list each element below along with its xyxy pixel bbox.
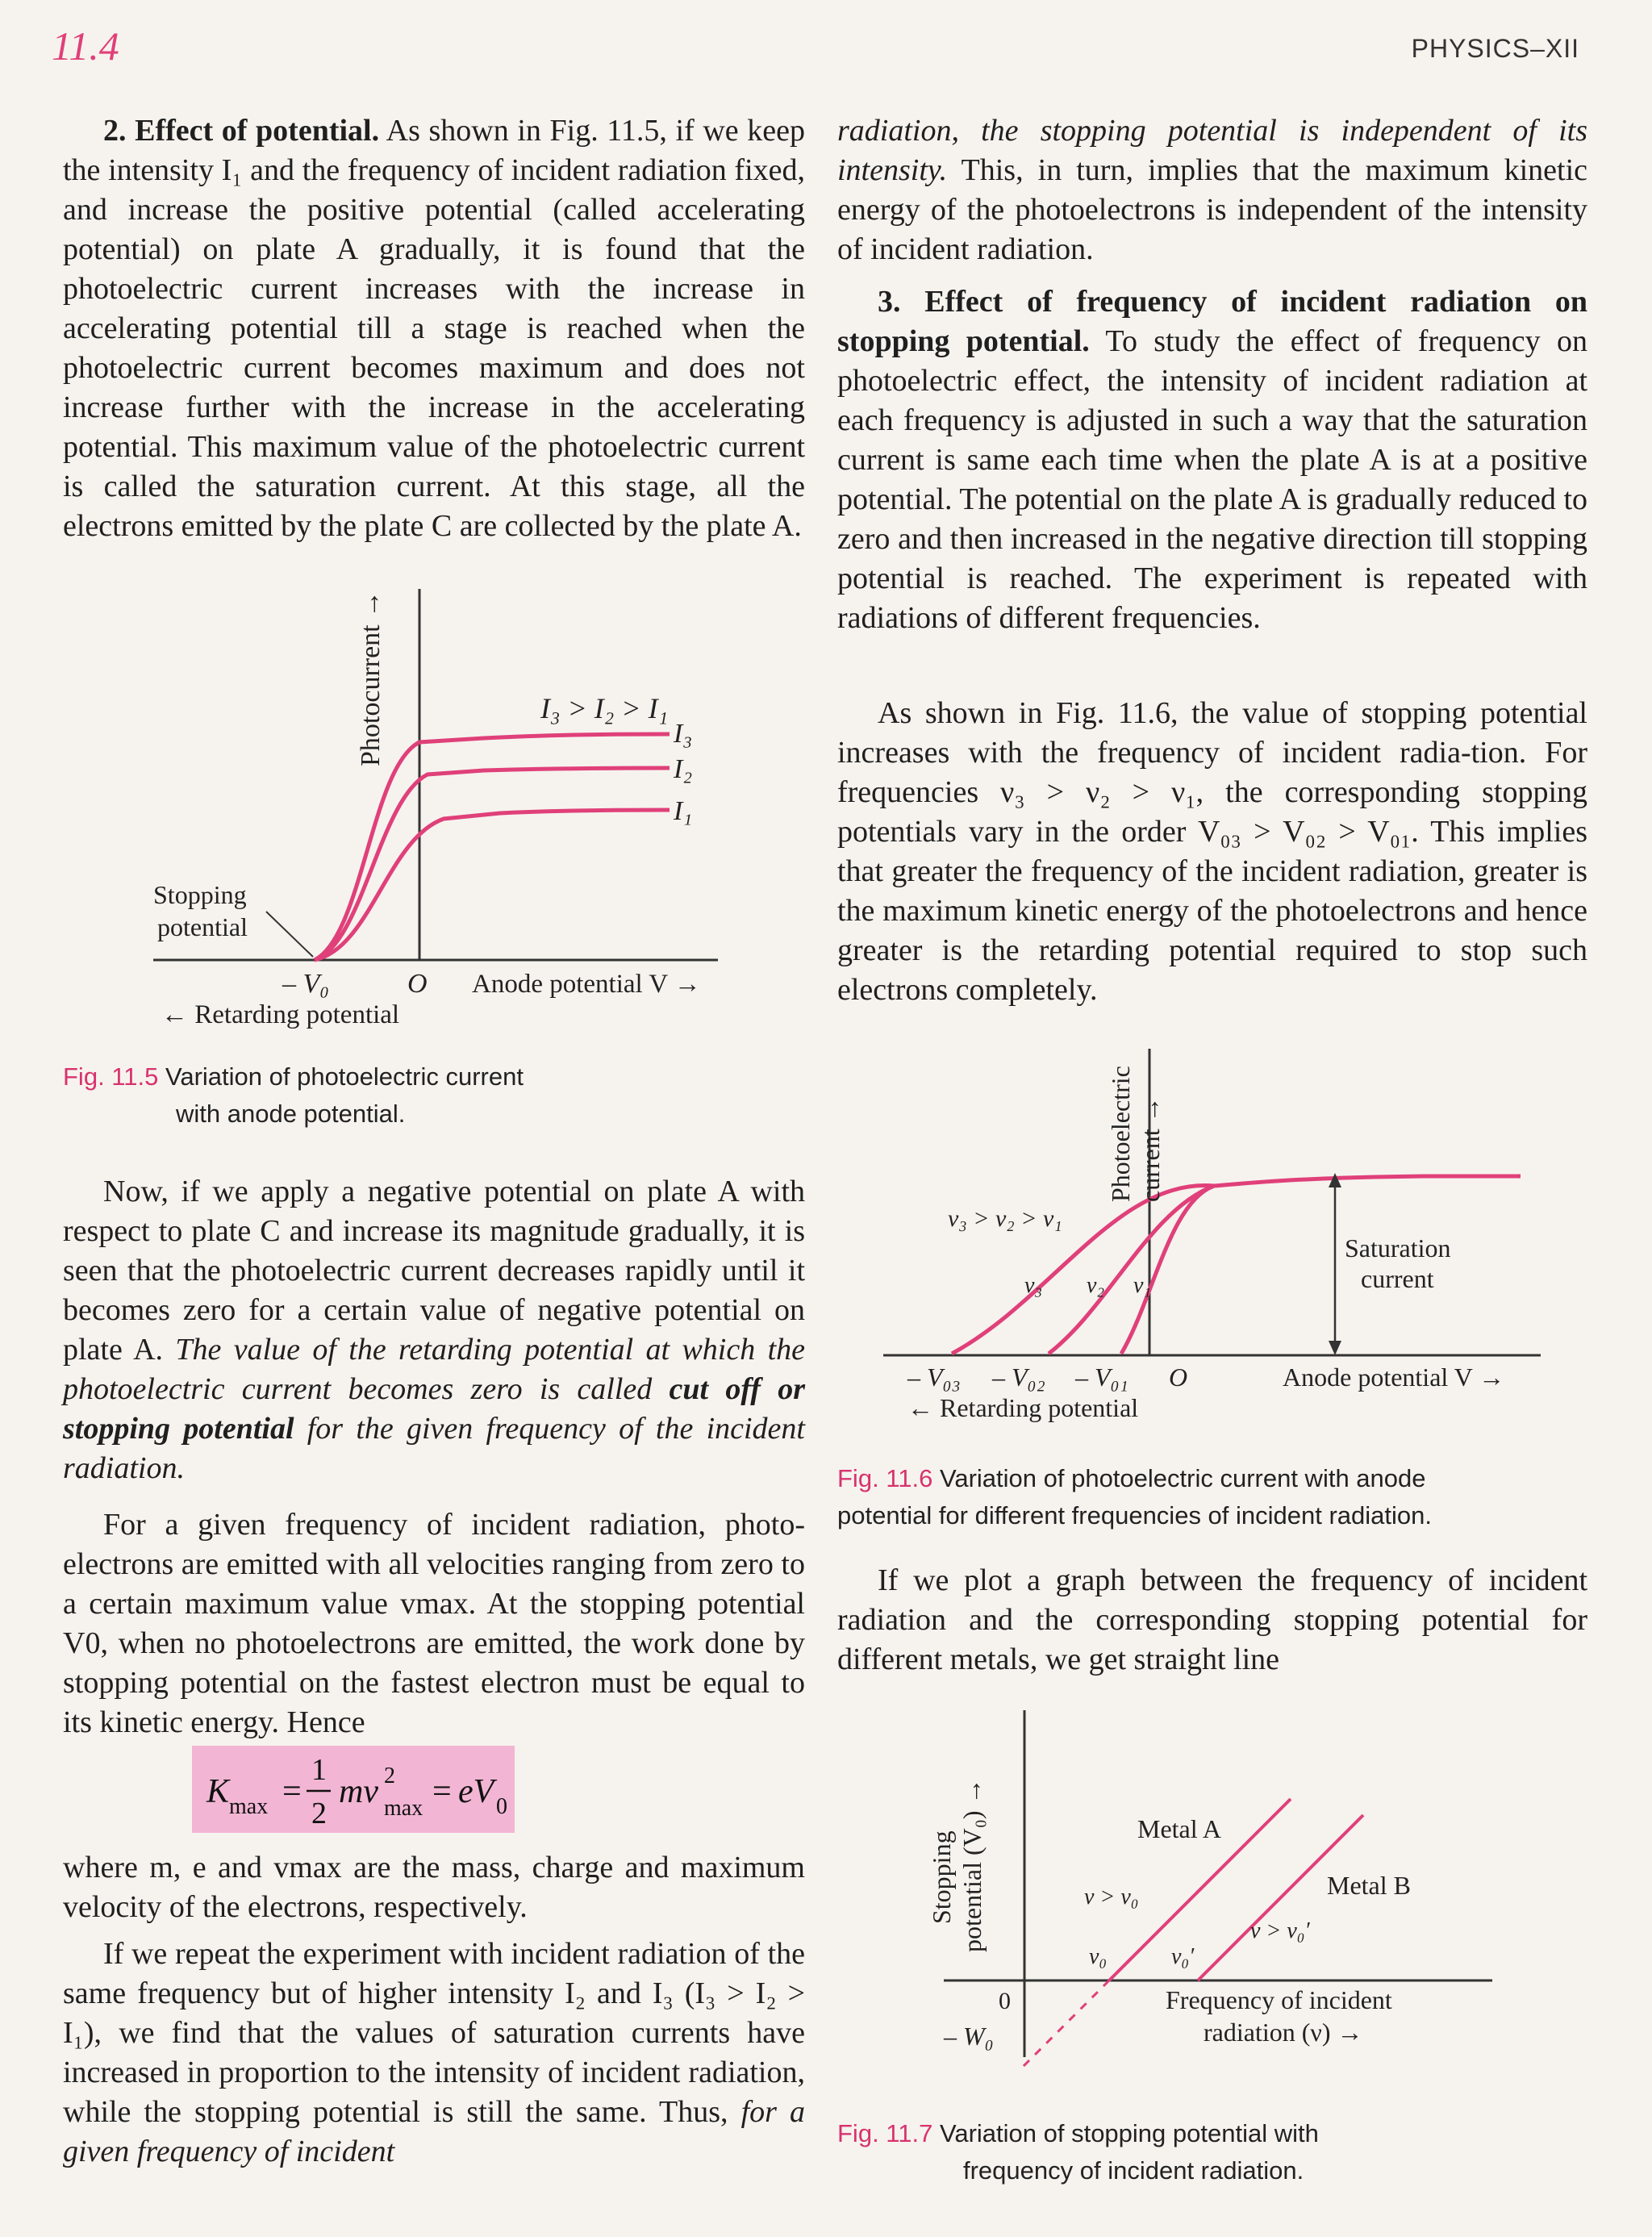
right-paragraph-2 <box>837 282 1587 638</box>
stopping-potential-term: cut off or stopping potential <box>63 1372 806 1446</box>
fig116-label-nu3: ν₃ <box>1024 1273 1043 1298</box>
formula-ev: eV <box>458 1773 494 1810</box>
fig116-retarding: ← Retarding potential <box>907 1393 1139 1422</box>
caption-number: Fig. 11.6 <box>837 1464 933 1492</box>
fig116-current: current <box>1361 1264 1434 1293</box>
right-paragraph-4: If we plot a graph between the frequency of incident radiation and the corresponding stopping potential for different metals, we get straight line <box>837 1563 1587 1676</box>
fig117-nu-gt-nu0: ν > ν₀ <box>1084 1884 1139 1909</box>
fig116-origin: O <box>1169 1363 1188 1392</box>
fig116-ylabel-1: Photoelectric <box>1106 1066 1135 1202</box>
fig117-w0: – W₀ <box>944 2022 994 2051</box>
fig117-metal-b: Metal B <box>1327 1871 1411 1900</box>
paragraph-text: Now, if we apply a negative potential on plate A with respect to plate C and increase its magnitude gradually, it is seen that the photoelectric current decreases rapidly until it becomes zero for a certain value of negative potential on plate A. <box>63 1175 805 1367</box>
caption-fig-11-5 <box>63 1058 789 1133</box>
paragraph-text: To study the effect of frequency on photoelectric effect, the intensity of incident radiation at each frequency is adjusted in such a way that the saturation current is same each time when the plate A is at a positive potential. The potential on the plate A is gradually reduced to zero and then increased in the negative direction till stopping potential is reached. The experiment is repeated with radiations of different frequencies. <box>837 324 1587 635</box>
caption-number: Fig. 11.7 <box>837 2119 933 2147</box>
fig116-order: ν₃ > ν₂ > ν₁ <box>948 1205 1062 1232</box>
fig116-tick-v02: – V₀₂ <box>992 1363 1045 1392</box>
caption-text-1: Variation of photoelectric current <box>165 1062 524 1091</box>
paragraph-text: As shown in Fig. 11.5, if we keep the intensity I₁ and the frequency of incident radiation fixed, and increase the positive potential (called accelerating potential) on plate A gradually, it is found that the photoelectric current increases with the increase in accelerating potential till a stage is reached when the photoelectric current becomes maximum and does not increase further with the increase in the accelerating potential. This maximum value of the photoelectric current is called the saturation current. At this stage, all the electrons emitted by the plate C are collected by the plate A. <box>63 114 805 543</box>
formula-ev-sub: 0 <box>496 1794 507 1819</box>
fig117-zero: 0 <box>999 1988 1011 2014</box>
paragraph-emphasis: The value of the retarding potential at which the photoelectric current becomes zero is called <box>63 1333 805 1406</box>
figure-11-7 <box>895 1702 1557 2106</box>
paragraph-emphasis: radiation, the stopping potential is independent of its intensity. <box>837 114 1587 187</box>
paragraph-emphasis-end: for the given frequency of the incident radiation. <box>63 1412 805 1485</box>
fig117-nu0p: ν₀′ <box>1171 1944 1195 1969</box>
fig115-label-i1: I₁ <box>674 796 693 826</box>
caption-number: Fig. 11.5 <box>63 1062 159 1091</box>
page-number: 11.4 <box>52 23 119 69</box>
fig116-label-nu2: ν₂ <box>1087 1273 1105 1298</box>
caption-text-1: Variation of photoelectric current with anode <box>939 1464 1426 1492</box>
fig116-ylabel-2: current → <box>1136 1096 1165 1202</box>
fig115-xlabel: Anode potential V → <box>472 970 701 999</box>
fig116-xlabel: Anode potential V → <box>1283 1363 1505 1392</box>
left-paragraph-2 <box>63 1172 805 1488</box>
caption-text-2: with anode potential. <box>176 1100 406 1128</box>
formula-sup: 2 <box>384 1763 395 1788</box>
fig117-ylabel-2: potential (V₀) → <box>957 1778 987 1952</box>
left-paragraph-4: where m, e and vmax are the mass, charge and maximum velocity of the electrons, respectively. <box>63 1851 805 1924</box>
paragraph-text: This, in turn, implies that the maximum kinetic energy of the photoelectrons is independent of the intensity of incident radiation. <box>837 153 1587 266</box>
formula-eq2: = <box>432 1773 452 1810</box>
fig115-label-i2: I₂ <box>674 754 693 784</box>
paragraph-text: If we repeat the experiment with incident radiation of the same frequency but of higher intensity I₂ and I₃ (I₃ > I₂ > I₁), we find that the values of saturation currents have increased in proportion to the intensity of incident radiation, while the stopping potential is still the same. Thus, <box>63 1937 805 2129</box>
fig115-label-i3: I₃ <box>674 719 693 749</box>
fig115-ylabel: Photocurrent → <box>356 590 386 766</box>
fig115-potential-label: potential <box>157 912 248 941</box>
formula-sub: max <box>384 1796 423 1821</box>
section-heading-potential: 2. Effect of potential. <box>103 114 380 148</box>
fig115-origin: O <box>407 969 428 999</box>
caption-fig-11-7 <box>837 2115 1587 2189</box>
fig117-metal-a: Metal A <box>1137 1814 1221 1843</box>
caption-text-2: potential for different frequencies of incident radiation. <box>837 1501 1433 1530</box>
fig117-xlabel-2: radiation (ν) → <box>1204 2018 1363 2047</box>
kinetic-energy-formula <box>192 1746 515 1833</box>
fig115-stopping-label: Stopping <box>153 880 247 909</box>
formula-eq1: = <box>282 1773 302 1810</box>
fig115-order: I₃ > I₂ > I₁ <box>540 692 669 724</box>
caption-text-1: Variation of stopping potential with <box>939 2119 1319 2147</box>
left-paragraph-5 <box>63 1934 805 2172</box>
fig117-nu0: ν₀ <box>1089 1944 1108 1969</box>
caption-fig-11-6 <box>837 1460 1587 1534</box>
figure-11-6 <box>875 1033 1545 1436</box>
caption-text-2: frequency of incident radiation. <box>963 2156 1304 2185</box>
right-paragraph-1 <box>837 111 1587 269</box>
formula-mv: mv <box>339 1773 378 1810</box>
formula-num: 1 <box>311 1753 327 1787</box>
fig116-saturation: Saturation <box>1345 1233 1451 1262</box>
right-paragraph-3: As shown in Fig. 11.6, the value of stopping potential increases with the frequency of incident radia-tion. For frequencies ν₃ > ν₂ > ν₁, the corresponding stopping potentials vary in the order V₀₃ > V₀₂ > V₀₁. This implies that greater the frequency of the incident radiation, greater is the maximum kinetic energy of the photoelectrons and hence greater is the retarding potential required to stop such electrons completely. <box>837 696 1587 1007</box>
section-heading-frequency: 3. Effect of frequency of incident radiation on stopping potential. <box>837 285 1587 358</box>
fig115-v0: – V₀ <box>282 969 330 999</box>
fig117-ylabel-1: Stopping <box>927 1830 956 1924</box>
fig116-tick-v01: – V₀₁ <box>1075 1363 1128 1392</box>
figure-11-5 <box>129 581 742 1033</box>
formula-den: 2 <box>311 1797 327 1830</box>
fig117-xlabel-1: Frequency of incident <box>1166 1985 1392 2014</box>
fig117-nu-gt-nu0p: ν > ν₀′ <box>1250 1918 1310 1943</box>
fig116-tick-v03: – V₀₃ <box>907 1363 961 1392</box>
left-paragraph-1 <box>63 111 805 546</box>
fig116-label-nu1: ν₁ <box>1133 1273 1152 1298</box>
paragraph-emphasis: for a given frequency of incident <box>63 2095 805 2168</box>
left-paragraph-3: For a given frequency of incident radiation, photo-electrons are emitted with all velocities ranging from zero to a certain maximum value vmax. At the stopping potential V0, when no photoelectrons are emitted, the work done by stopping potential on the fastest electron must be equal to its kinetic energy. Hence <box>63 1508 805 1739</box>
formula-k-sub: max <box>229 1794 269 1819</box>
fig115-retarding: ← Retarding potential <box>161 1000 400 1029</box>
formula-k: K <box>206 1773 230 1810</box>
running-head: PHYSICS–XII <box>1411 34 1579 63</box>
